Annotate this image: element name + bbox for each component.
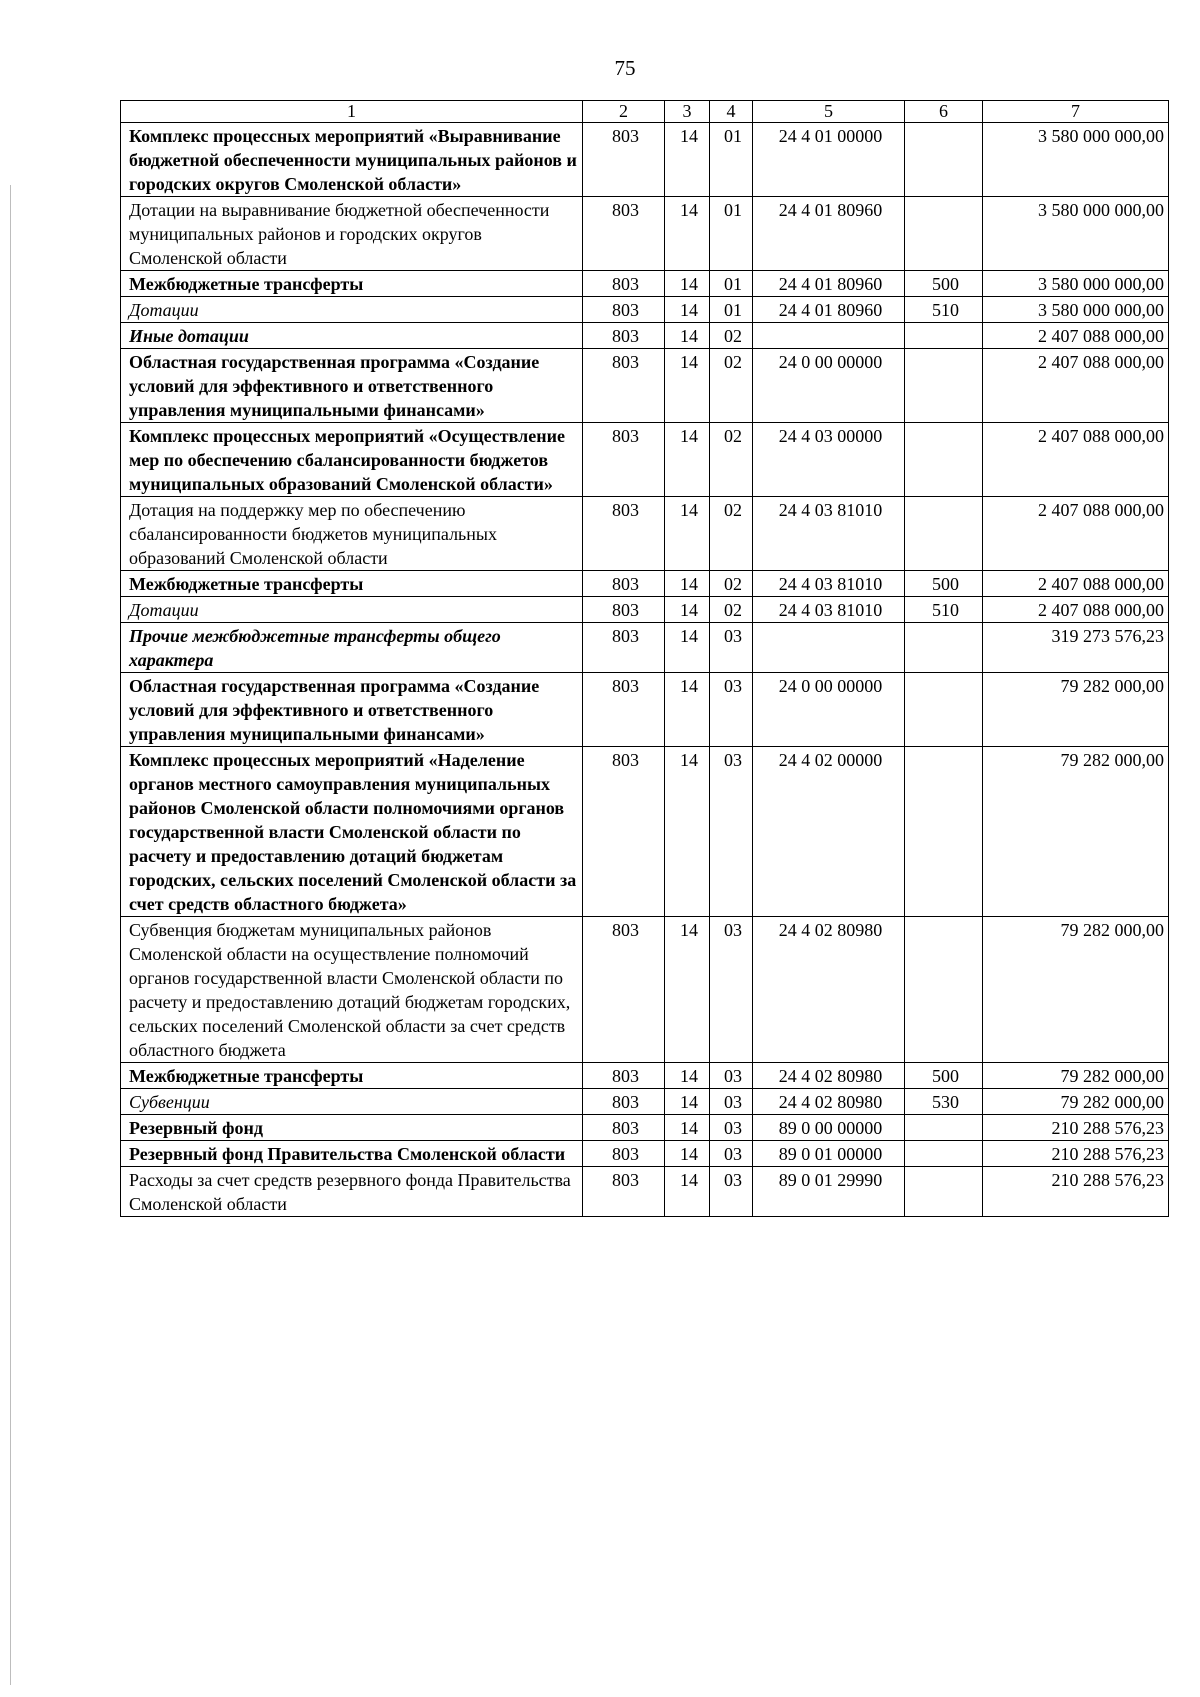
expense-type-cell: [905, 197, 983, 271]
subsection-cell: 03: [710, 1167, 753, 1217]
subsection-cell: 03: [710, 1089, 753, 1115]
table-row: [121, 197, 1169, 271]
ministry-code-cell: 803: [583, 349, 665, 423]
ministry-code-cell: 803: [583, 197, 665, 271]
expense-type-cell: [905, 673, 983, 747]
section-cell: 14: [665, 123, 710, 197]
item-name-cell: Прочие межбюджетные трансферты общего характера: [121, 623, 583, 673]
target-article-cell: 24 0 00 00000: [753, 673, 905, 747]
column-header: 2: [583, 101, 665, 123]
section-cell: 14: [665, 673, 710, 747]
table-row: [121, 423, 1169, 497]
ministry-code-cell: 803: [583, 297, 665, 323]
amount-cell: 2 407 088 000,00: [983, 497, 1169, 571]
target-article-cell: 89 0 01 00000: [753, 1141, 905, 1167]
amount-cell: 3 580 000 000,00: [983, 297, 1169, 323]
item-name-cell: Областная государственная программа «Создание условий для эффективного и ответственного управления муниципальными финансами»: [121, 673, 583, 747]
item-name-cell: Резервный фонд Правительства Смоленской области: [121, 1141, 583, 1167]
expense-type-cell: [905, 123, 983, 197]
page-edge-line: [10, 185, 11, 1685]
table-row: [121, 1115, 1169, 1141]
table-row: [121, 297, 1169, 323]
amount-cell: 2 407 088 000,00: [983, 597, 1169, 623]
expense-type-cell: [905, 349, 983, 423]
target-article-cell: [753, 623, 905, 673]
expense-type-cell: [905, 497, 983, 571]
subsection-cell: 03: [710, 1063, 753, 1089]
expense-type-cell: 500: [905, 571, 983, 597]
section-cell: 14: [665, 747, 710, 917]
ministry-code-cell: 803: [583, 1141, 665, 1167]
item-name-cell: Дотации на выравнивание бюджетной обеспеченности муниципальных районов и городских округов Смоленской области: [121, 197, 583, 271]
ministry-code-cell: 803: [583, 323, 665, 349]
subsection-cell: 03: [710, 1141, 753, 1167]
item-name-cell: Межбюджетные трансферты: [121, 1063, 583, 1089]
item-name-cell: Областная государственная программа «Создание условий для эффективного и ответственного управления муниципальными финансами»: [121, 349, 583, 423]
amount-cell: 79 282 000,00: [983, 1089, 1169, 1115]
section-cell: 14: [665, 571, 710, 597]
section-cell: 14: [665, 623, 710, 673]
subsection-cell: 02: [710, 323, 753, 349]
amount-cell: 3 580 000 000,00: [983, 197, 1169, 271]
target-article-cell: [753, 323, 905, 349]
ministry-code-cell: 803: [583, 747, 665, 917]
subsection-cell: 03: [710, 673, 753, 747]
ministry-code-cell: 803: [583, 1089, 665, 1115]
table-row: [121, 917, 1169, 1063]
subsection-cell: 02: [710, 571, 753, 597]
table-header-row: [121, 101, 1169, 123]
column-header: 5: [753, 101, 905, 123]
item-name-cell: Комплекс процессных мероприятий «Осуществление мер по обеспечению сбалансированности бюджетов муниципальных образований Смоленской области»: [121, 423, 583, 497]
table-row: [121, 123, 1169, 197]
expense-type-cell: [905, 1115, 983, 1141]
expense-type-cell: [905, 323, 983, 349]
ministry-code-cell: 803: [583, 123, 665, 197]
expense-type-cell: [905, 1141, 983, 1167]
table-row: [121, 623, 1169, 673]
expense-type-cell: 500: [905, 1063, 983, 1089]
ministry-code-cell: 803: [583, 917, 665, 1063]
target-article-cell: 24 4 03 00000: [753, 423, 905, 497]
table-row: [121, 323, 1169, 349]
table-row: [121, 349, 1169, 423]
amount-cell: 2 407 088 000,00: [983, 571, 1169, 597]
subsection-cell: 03: [710, 1115, 753, 1141]
subsection-cell: 03: [710, 917, 753, 1063]
target-article-cell: 89 0 00 00000: [753, 1115, 905, 1141]
column-header: 4: [710, 101, 753, 123]
subsection-cell: 01: [710, 197, 753, 271]
item-name-cell: Расходы за счет средств резервного фонда Правительства Смоленской области: [121, 1167, 583, 1217]
target-article-cell: 24 4 01 80960: [753, 197, 905, 271]
table-row: [121, 597, 1169, 623]
section-cell: 14: [665, 1115, 710, 1141]
section-cell: 14: [665, 1141, 710, 1167]
expense-type-cell: [905, 917, 983, 1063]
table-row: [121, 1141, 1169, 1167]
ministry-code-cell: 803: [583, 423, 665, 497]
section-cell: 14: [665, 349, 710, 423]
section-cell: 14: [665, 423, 710, 497]
table-row: [121, 1063, 1169, 1089]
amount-cell: 79 282 000,00: [983, 917, 1169, 1063]
page-number: 75: [614, 56, 636, 80]
column-header: 1: [121, 101, 583, 123]
amount-cell: 79 282 000,00: [983, 747, 1169, 917]
amount-cell: 210 288 576,23: [983, 1167, 1169, 1217]
section-cell: 14: [665, 597, 710, 623]
amount-cell: 3 580 000 000,00: [983, 123, 1169, 197]
table-row: [121, 1089, 1169, 1115]
amount-cell: 2 407 088 000,00: [983, 323, 1169, 349]
item-name-cell: Комплекс процессных мероприятий «Наделение органов местного самоуправления муниципальных районов Смоленской области полномочиями органов государственной власти Смоленской области по расчету и предоставлению дотаций бюджетам городских, сельских поселений Смоленской области за счет средств областного бюджета»: [121, 747, 583, 917]
table-row: [121, 497, 1169, 571]
column-header: 7: [983, 101, 1169, 123]
column-header: 3: [665, 101, 710, 123]
item-name-cell: Дотации: [121, 597, 583, 623]
subsection-cell: 02: [710, 423, 753, 497]
amount-cell: 79 282 000,00: [983, 1063, 1169, 1089]
subsection-cell: 01: [710, 123, 753, 197]
target-article-cell: 24 4 03 81010: [753, 497, 905, 571]
expense-type-cell: 500: [905, 271, 983, 297]
table-row: [121, 1167, 1169, 1217]
subsection-cell: 03: [710, 747, 753, 917]
ministry-code-cell: 803: [583, 1167, 665, 1217]
target-article-cell: 24 4 02 00000: [753, 747, 905, 917]
target-article-cell: 24 4 02 80980: [753, 1063, 905, 1089]
amount-cell: 210 288 576,23: [983, 1115, 1169, 1141]
section-cell: 14: [665, 497, 710, 571]
item-name-cell: Субвенции: [121, 1089, 583, 1115]
section-cell: 14: [665, 197, 710, 271]
target-article-cell: 24 4 02 80980: [753, 917, 905, 1063]
target-article-cell: 89 0 01 29990: [753, 1167, 905, 1217]
section-cell: 14: [665, 323, 710, 349]
ministry-code-cell: 803: [583, 1115, 665, 1141]
target-article-cell: 24 4 01 80960: [753, 297, 905, 323]
amount-cell: 79 282 000,00: [983, 673, 1169, 747]
section-cell: 14: [665, 297, 710, 323]
item-name-cell: Дотации: [121, 297, 583, 323]
subsection-cell: 01: [710, 271, 753, 297]
item-name-cell: Субвенция бюджетам муниципальных районов Смоленской области на осуществление полномочий органов государственной власти Смоленской области по расчету и предоставлению дотаций бюджетам городских, сельских поселений Смоленской области за счет средств областного бюджета: [121, 917, 583, 1063]
subsection-cell: 01: [710, 297, 753, 323]
table-row: [121, 673, 1169, 747]
ministry-code-cell: 803: [583, 673, 665, 747]
item-name-cell: Комплекс процессных мероприятий «Выравнивание бюджетной обеспеченности муниципальных районов и городских округов Смоленской области»: [121, 123, 583, 197]
subsection-cell: 02: [710, 597, 753, 623]
subsection-cell: 02: [710, 497, 753, 571]
section-cell: 14: [665, 917, 710, 1063]
section-cell: 14: [665, 1063, 710, 1089]
target-article-cell: 24 4 03 81010: [753, 571, 905, 597]
item-name-cell: Дотация на поддержку мер по обеспечению сбалансированности бюджетов муниципальных образований Смоленской области: [121, 497, 583, 571]
amount-cell: 2 407 088 000,00: [983, 423, 1169, 497]
target-article-cell: 24 4 01 00000: [753, 123, 905, 197]
subsection-cell: 03: [710, 623, 753, 673]
expense-type-cell: 530: [905, 1089, 983, 1115]
section-cell: 14: [665, 1167, 710, 1217]
item-name-cell: Иные дотации: [121, 323, 583, 349]
target-article-cell: 24 0 00 00000: [753, 349, 905, 423]
amount-cell: 210 288 576,23: [983, 1141, 1169, 1167]
table-body: [121, 123, 1169, 1217]
expense-type-cell: [905, 747, 983, 917]
item-name-cell: Межбюджетные трансферты: [121, 571, 583, 597]
ministry-code-cell: 803: [583, 571, 665, 597]
ministry-code-cell: 803: [583, 597, 665, 623]
column-header: 6: [905, 101, 983, 123]
expense-type-cell: [905, 1167, 983, 1217]
expense-type-cell: 510: [905, 597, 983, 623]
subsection-cell: 02: [710, 349, 753, 423]
ministry-code-cell: 803: [583, 623, 665, 673]
ministry-code-cell: 803: [583, 1063, 665, 1089]
expense-type-cell: [905, 423, 983, 497]
item-name-cell: Межбюджетные трансферты: [121, 271, 583, 297]
item-name-cell: Резервный фонд: [121, 1115, 583, 1141]
amount-cell: 319 273 576,23: [983, 623, 1169, 673]
budget-table: [120, 100, 1169, 1217]
target-article-cell: 24 4 03 81010: [753, 597, 905, 623]
ministry-code-cell: 803: [583, 271, 665, 297]
table-row: [121, 747, 1169, 917]
expense-type-cell: [905, 623, 983, 673]
expense-type-cell: 510: [905, 297, 983, 323]
section-cell: 14: [665, 271, 710, 297]
ministry-code-cell: 803: [583, 497, 665, 571]
target-article-cell: 24 4 02 80980: [753, 1089, 905, 1115]
amount-cell: 2 407 088 000,00: [983, 349, 1169, 423]
target-article-cell: 24 4 01 80960: [753, 271, 905, 297]
section-cell: 14: [665, 1089, 710, 1115]
table-row: [121, 271, 1169, 297]
table-row: [121, 571, 1169, 597]
amount-cell: 3 580 000 000,00: [983, 271, 1169, 297]
